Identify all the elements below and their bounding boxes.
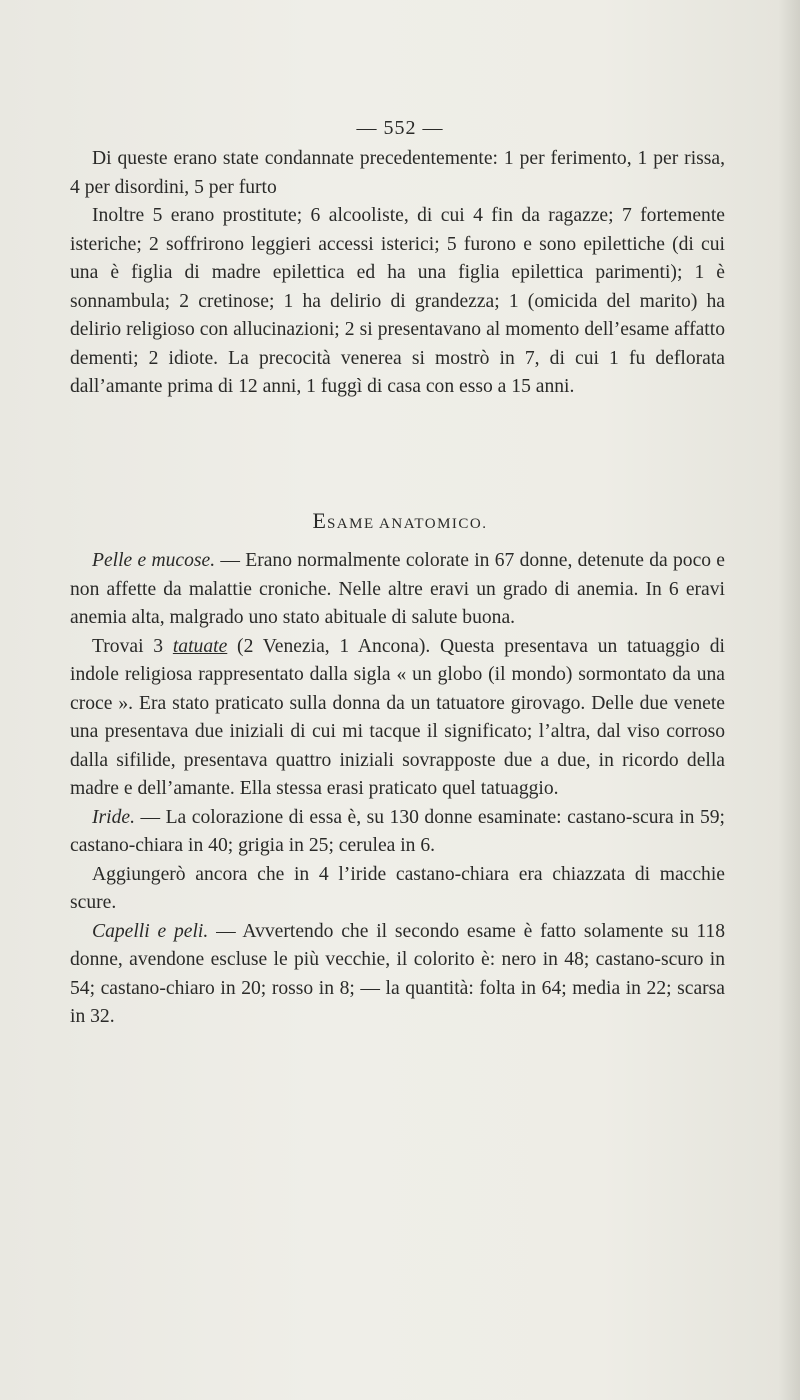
section-heading-rest: SAME ANATOMICO. bbox=[326, 516, 488, 532]
tatuate-text: (2 Venezia, 1 Ancona). Questa presentava un tatuaggio di indole religiosa rappresentato dalla sigla « un globo (il mondo) sormontato da una croce ». Era stato praticato sulla donna da un tatuatore girovago. Delle due venete una presentava due iniziali di cui mi tacque il significato; l’altra, dal viso corroso dalla sifilide, presentava quattro iniziali sovrapposte due a due, in ricordo della madre e dell’amante. Ella stessa erasi praticato quel tatuaggio. bbox=[70, 635, 725, 799]
paragraph-iride bbox=[70, 804, 725, 861]
section-heading bbox=[0, 508, 800, 534]
iride-text: — La colorazione di essa è, su 130 donne esaminate: castano-scura in 59; castano-chiara in 40; grigia in 25; cerulea in 6. bbox=[70, 806, 725, 856]
tatuate-intro: Trovai 3 bbox=[92, 635, 173, 657]
pelle-title: Pelle e mucose. bbox=[92, 550, 216, 571]
section-heading-initial: E bbox=[312, 508, 327, 533]
paragraph-convictions: Di queste erano state condannate precedentemente: 1 per ferimento, 1 per rissa, 4 per disordini, 5 per furto bbox=[70, 148, 725, 198]
pelle-text: — Erano normalmente colorate in 67 donne, detenute da poco e non affette da malattie croniche. Nelle altre eravi un grado di anemia. In 6 eravi anemia alta, malgrado uno stato abituale di salute buona. bbox=[70, 550, 726, 628]
paragraph-aggiungero: Aggiungerò ancora che in 4 l’iride castano-chiara era chiazzata di macchie scure. bbox=[70, 863, 725, 913]
page-edge-shadow bbox=[778, 0, 800, 1400]
paragraph-capelli bbox=[70, 918, 725, 1032]
capelli-title: Capelli e peli. bbox=[92, 920, 209, 942]
paragraph-tatuate bbox=[70, 633, 725, 804]
iride-title: Iride. bbox=[92, 806, 135, 828]
tatuate-keyword: tatuate bbox=[172, 635, 228, 657]
page-number: — 552 — bbox=[356, 117, 444, 139]
paragraph-conditions: Inoltre 5 erano prostitute; 6 alcooliste, di cui 4 fin da ragazze; 7 fortemente isteriche; 2 soffrirono leggieri accessi isterici; 5 furono e sono epilettiche (di cui una è figlia di madre epilettica ed ha una figlia epilettica parimenti); 1 è sonnambula; 2 cretinose; 1 ha delirio di grandezza; 1 (omicida del marito) ha delirio religioso con allucinazioni; 2 si presentavano al momento dell’esame affatto dementi; 2 idiote. La precocità venerea si mostrò in 7, di cui 1 fu deflorata dall’amante prima di 12 anni, 1 fuggì di casa con esso a 15 anni. bbox=[70, 205, 725, 397]
paragraph-pelle bbox=[70, 547, 725, 633]
capelli-text: — Avvertendo che il secondo esame è fatto solamente su 118 donne, avendone escluse le più vecchie, il colorito è: nero in 48; castano-scuro in 54; castano-chiaro in 20; rosso in 8; — la quantità: folta in 64; media in 22; scarsa in 32. bbox=[70, 920, 725, 1027]
anatomy-text-block bbox=[70, 547, 725, 1032]
top-text-block bbox=[70, 145, 725, 402]
